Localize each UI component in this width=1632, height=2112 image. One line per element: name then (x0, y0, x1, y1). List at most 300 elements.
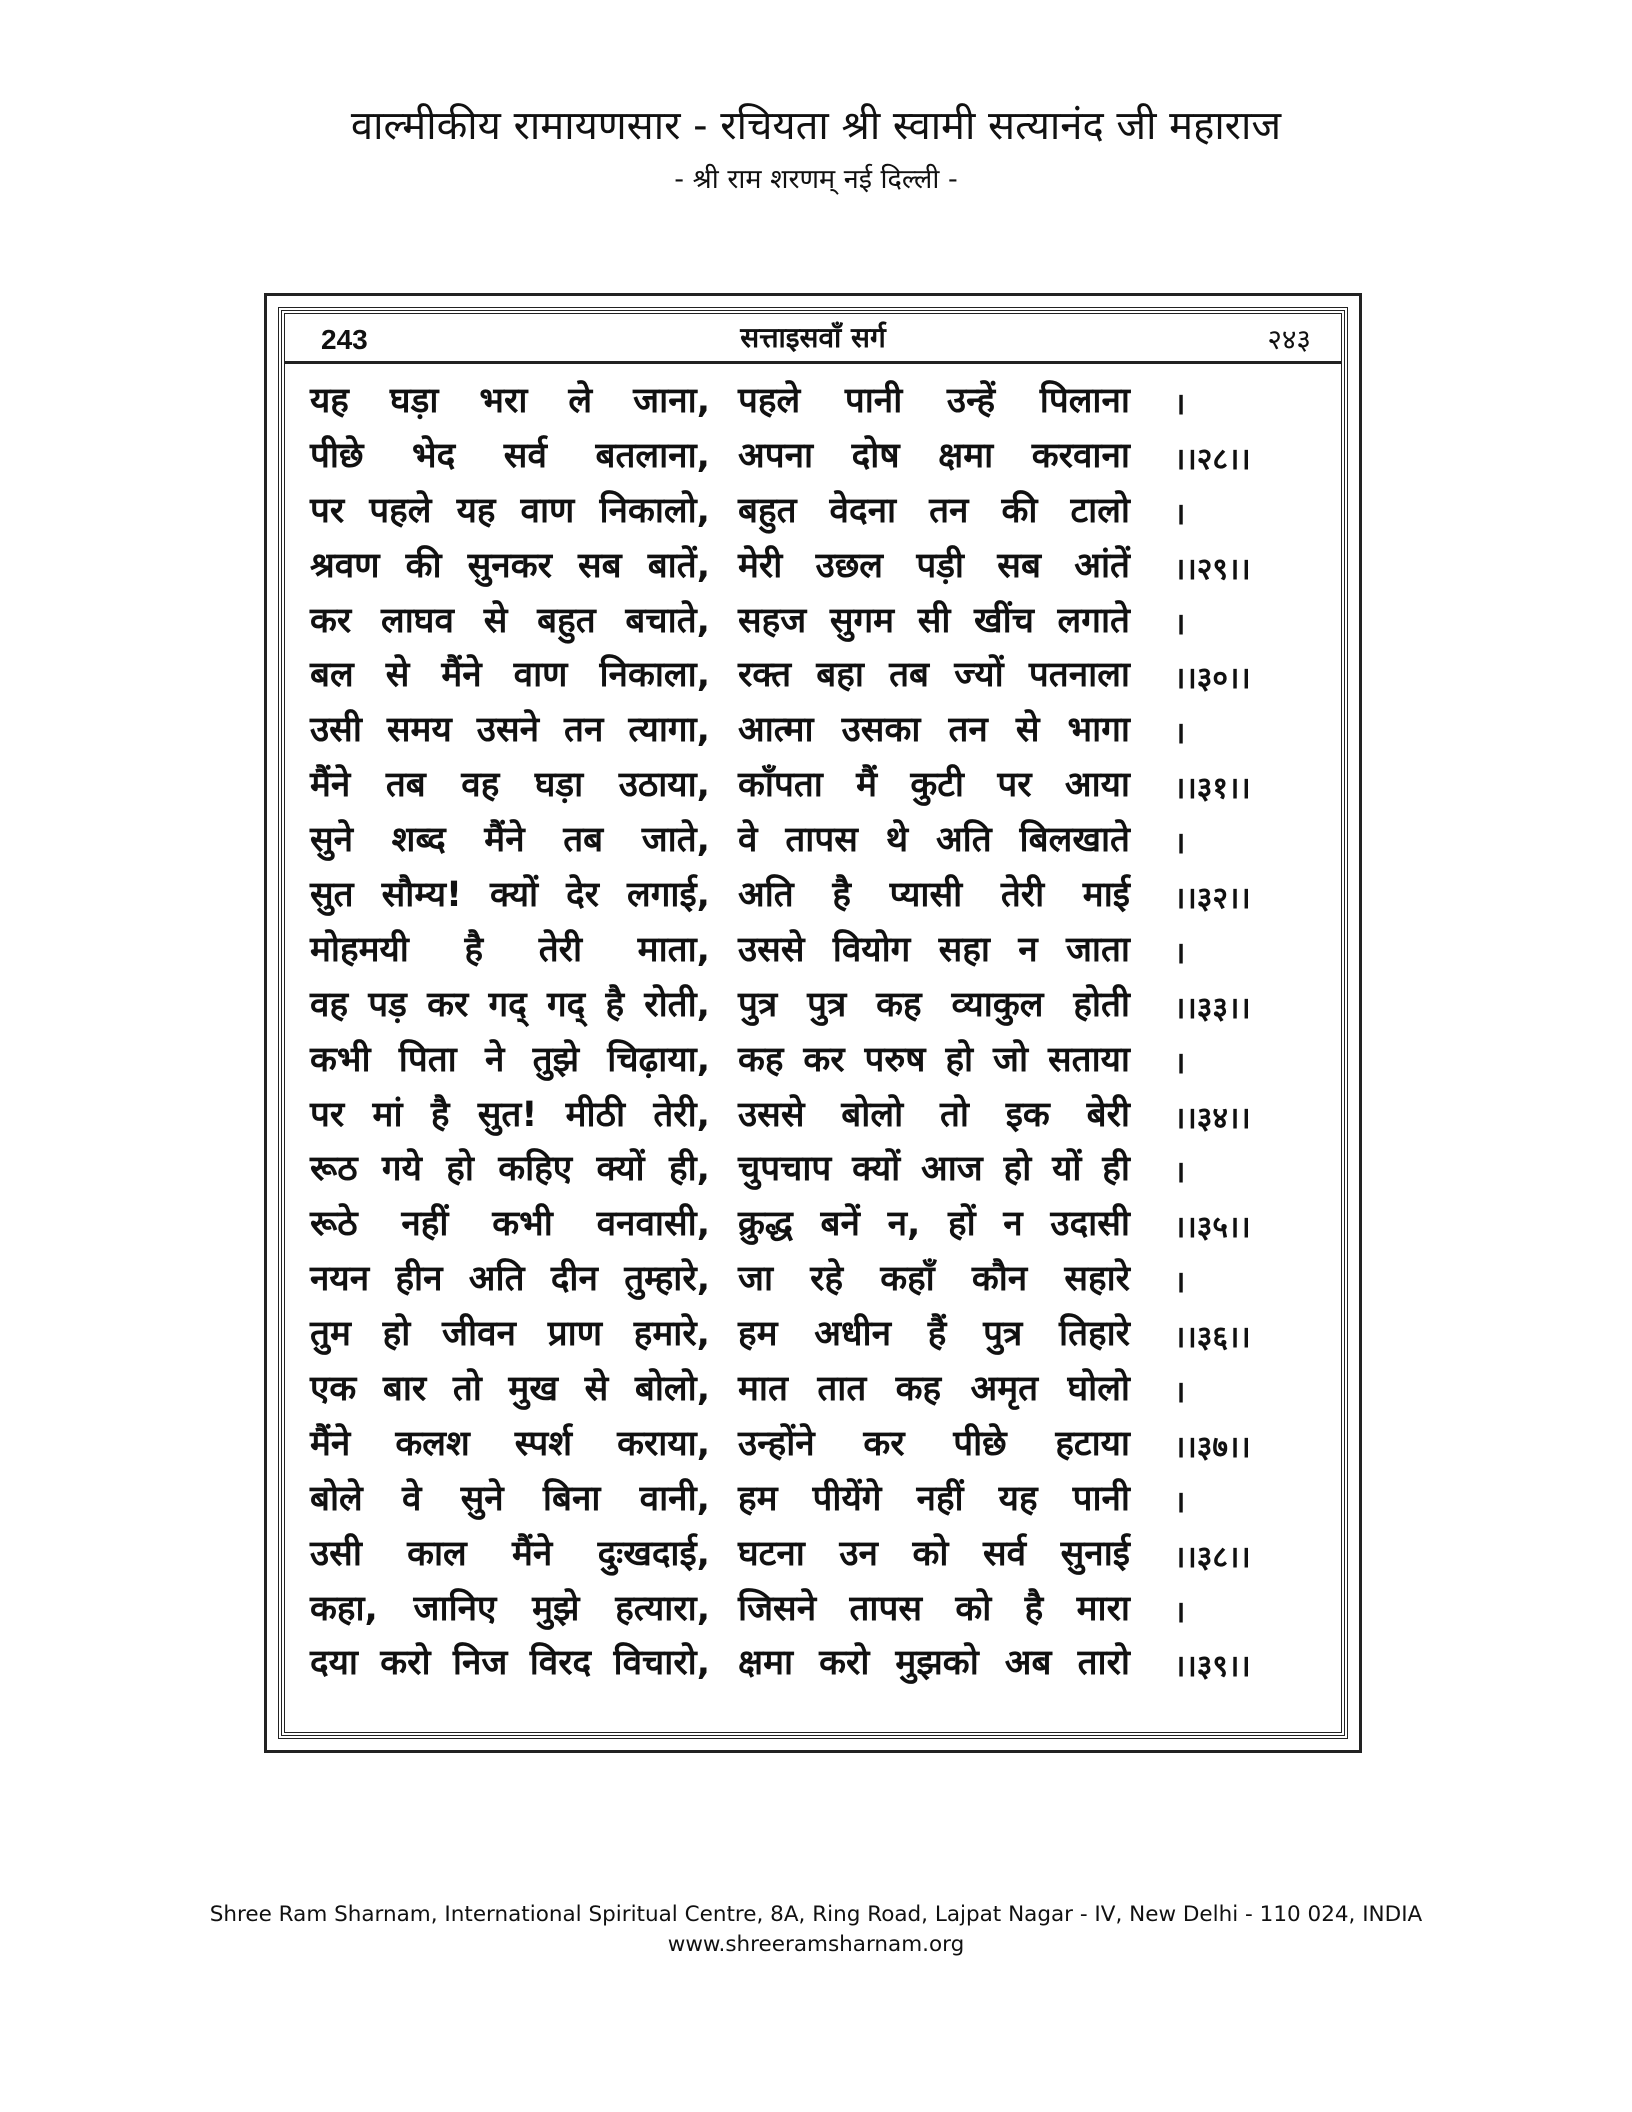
verse-word: त्यागा, (628, 710, 710, 751)
verse-first-half (310, 1307, 710, 1361)
verse-word: तेरी (1000, 875, 1045, 916)
verse-word: सुनकर (467, 545, 552, 586)
verse-word: मात (738, 1369, 788, 1410)
verse-word: दोष (851, 435, 900, 476)
verse-line (310, 1033, 1330, 1088)
verse-word: रक्त (738, 655, 792, 696)
verse-second-half (738, 703, 1130, 757)
verse-word: बिना (542, 1478, 601, 1519)
verse-line (310, 1088, 1330, 1143)
verse-word: दया (310, 1643, 358, 1684)
verse-first-half (310, 1582, 710, 1636)
verse-word: उन्हें (946, 381, 996, 421)
verse-word: पुत्र (738, 984, 778, 1025)
verse-word: कराया, (617, 1423, 710, 1464)
verse-word: लाघव (380, 600, 454, 641)
verse-first-half (310, 1362, 710, 1416)
verse-word: कौन (971, 1259, 1028, 1300)
verse-word: पतनाला (1028, 655, 1130, 696)
verse-word: पीछे (310, 435, 364, 476)
verse-word: न (1003, 1204, 1023, 1245)
verse-word: को (912, 1533, 949, 1574)
verse-word: श्रवण (310, 545, 380, 586)
verse-word: अति (468, 1259, 525, 1300)
verse-word: सब (997, 545, 1041, 586)
verse-word: कह (895, 1369, 942, 1410)
verse-word: अति (935, 820, 992, 861)
verse-word: उसी (310, 710, 362, 751)
verse-word: गद् (488, 984, 527, 1025)
verse-word: घोलो (1067, 1369, 1130, 1410)
verse-word: पानी (844, 381, 903, 421)
verse-word: अपना (738, 435, 814, 476)
verse-first-half (310, 1142, 710, 1196)
verse-word: होती (1073, 984, 1130, 1025)
verse-word: व्याकुल (951, 984, 1044, 1025)
verse-word: मेरी (738, 545, 783, 586)
verse-word: करो (819, 1643, 870, 1684)
verse-word: लगाई, (627, 875, 710, 916)
verse-word: पर (310, 1094, 345, 1135)
verse-word: यों (1052, 1149, 1082, 1190)
verse-word: मैंने (310, 1423, 351, 1464)
verse-second-half (738, 1252, 1130, 1306)
verse-line (310, 429, 1330, 484)
verse-word: अति (738, 875, 794, 916)
verse-word: तन (929, 490, 969, 531)
verse-number-mark: । (1174, 826, 1186, 862)
verse-second-half (738, 868, 1130, 922)
verse-word: वह (310, 984, 349, 1025)
verse-second-half (738, 1033, 1130, 1087)
verse-word: लगाते (1057, 600, 1130, 641)
verse-word: पुत्र (807, 984, 847, 1025)
verse-second-half (738, 978, 1130, 1032)
verse-word: जा (738, 1259, 774, 1300)
verse-first-half (310, 1472, 710, 1526)
verse-word: उन्होंने (738, 1423, 815, 1464)
verse-word: चुपचाप (738, 1149, 832, 1190)
verse-word: बातें, (647, 545, 710, 586)
verse-word: यह (998, 1478, 1038, 1519)
verse-second-half (738, 1362, 1130, 1416)
verse-word: वेदना (829, 490, 897, 531)
verse-line (310, 1527, 1330, 1582)
verse-second-half (738, 813, 1130, 867)
verse-word: हो (446, 1149, 474, 1190)
verse-word: तब (385, 765, 426, 806)
verse-number-mark: ।।३६।। (1174, 1320, 1251, 1356)
verse-first-half (310, 923, 710, 977)
verse-second-half (738, 1197, 1130, 1251)
verse-word: मुझको (895, 1643, 979, 1684)
verse-word: ही, (668, 1149, 710, 1190)
verse-first-half (310, 1252, 710, 1306)
verse-word: वनवासी, (596, 1204, 710, 1245)
verse-word: कभी (492, 1204, 553, 1245)
verse-first-half (310, 1197, 710, 1251)
verse-word: जाते, (641, 820, 710, 861)
chapter-title: सत्ताइसवाँ सर्ग (740, 321, 886, 354)
verse-word: हो (945, 1039, 974, 1080)
verse-word: सुने (460, 1478, 504, 1519)
verse-word: समय (386, 710, 452, 751)
document-header-subtitle: - श्री राम शरणम् नई दिल्ली - (674, 164, 958, 195)
verse-word: भेद (412, 435, 456, 476)
verse-word: कलश (395, 1423, 470, 1464)
verse-word: थे (885, 820, 909, 861)
verse-first-half (310, 868, 710, 922)
verse-word: तात (817, 1369, 867, 1410)
verse-word: दुःखदाई, (597, 1533, 710, 1574)
verse-word: वाण (520, 490, 575, 531)
verse-first-half (310, 429, 710, 483)
verse-word: हीन (395, 1259, 443, 1300)
verse-word: पहले (738, 381, 801, 421)
verse-word: क्यों (852, 1149, 901, 1190)
verse-word: उठाया, (618, 765, 710, 806)
verse-first-half (310, 374, 710, 428)
verse-second-half (738, 1417, 1130, 1471)
verse-word: आज (921, 1149, 983, 1190)
verse-word: तेरी (538, 929, 583, 970)
verse-word: पिता (398, 1039, 457, 1080)
verse-word: यह (310, 381, 349, 421)
verse-line (310, 1582, 1330, 1637)
verse-word: बचाते, (625, 600, 710, 641)
verse-number-mark: ।।३५।। (1174, 1210, 1251, 1246)
verse-word: जाता (1065, 929, 1130, 970)
verse-word: निज (452, 1643, 508, 1684)
verse-word: है (832, 875, 851, 916)
verse-number-mark: । (1174, 606, 1186, 642)
verse-word: कह (738, 1039, 784, 1080)
page-number-devanagari: २४३ (1267, 323, 1311, 356)
verse-word: बनें (820, 1204, 860, 1245)
verse-word: है (1024, 1588, 1044, 1629)
verse-word: सहारे (1064, 1259, 1130, 1300)
verse-word: सुत! (477, 1094, 538, 1135)
verse-word: क्यों (490, 875, 539, 916)
verse-number-mark: ।।२८।। (1174, 441, 1251, 477)
verse-list (310, 374, 1330, 1691)
verse-word: सताया (1047, 1039, 1130, 1080)
verse-word: घड़ा (534, 765, 584, 806)
verse-word: गद् (546, 984, 586, 1025)
verse-word: इक (1005, 1094, 1050, 1135)
verse-line (310, 1197, 1330, 1252)
verse-word: उछल (815, 545, 884, 586)
verse-second-half (738, 758, 1130, 812)
verse-first-half (310, 813, 710, 867)
verse-word: रूठ (310, 1149, 358, 1190)
verse-line (310, 758, 1330, 813)
verse-number-mark: ।।३८।। (1174, 1539, 1251, 1575)
verse-word: हम (738, 1478, 778, 1519)
verse-word: मुख (508, 1369, 558, 1410)
verse-word: वानी, (639, 1478, 710, 1519)
verse-word: तन (564, 710, 604, 751)
verse-second-half (738, 1582, 1130, 1636)
verse-word: पहले (369, 490, 432, 531)
verse-word: करवाना (1031, 435, 1130, 476)
verse-word: हम (738, 1314, 778, 1355)
verse-word: परुष (864, 1039, 926, 1080)
page-number-arabic: 243 (321, 324, 368, 355)
verse-word: जो (993, 1039, 1029, 1080)
verse-word: सुने (310, 820, 354, 861)
verse-word: मैंने (441, 655, 482, 696)
verse-word: विचारो, (613, 1643, 710, 1684)
verse-word: मोहमयी (310, 929, 409, 970)
verse-word: नहीं (401, 1204, 449, 1245)
verse-word: हत्यारा, (615, 1588, 710, 1629)
verse-word: ने (484, 1039, 505, 1080)
verse-word: सहज (738, 600, 807, 641)
verse-number-mark: ।।३३।। (1174, 990, 1251, 1026)
verse-word: पिलाना (1039, 381, 1130, 421)
verse-word: अधीन (814, 1314, 892, 1355)
verse-word: हो (382, 1314, 411, 1355)
verse-word: मुझे (532, 1588, 580, 1629)
verse-word: बल (310, 655, 354, 696)
verse-word: पीछे (953, 1423, 1007, 1464)
verse-word: बोले (310, 1478, 363, 1519)
verse-number-mark: । (1174, 1594, 1186, 1630)
verse-word: रहे (810, 1259, 844, 1300)
verse-word: पीयेंगे (812, 1478, 882, 1519)
verse-word: जानिए (413, 1588, 497, 1629)
verse-word: घड़ा (389, 381, 439, 421)
verse-word: उसी (310, 1533, 362, 1574)
verse-word: उससे (738, 1094, 805, 1135)
verse-word: भागा (1067, 710, 1130, 751)
verse-word: क्यों (596, 1149, 645, 1190)
verse-line (310, 1252, 1330, 1307)
verse-word: प्यासी (889, 875, 963, 916)
verse-word: काँपता (738, 765, 823, 806)
verse-word: सुत (310, 875, 354, 916)
verse-first-half (310, 978, 710, 1032)
verse-word: तेरी, (653, 1094, 710, 1135)
verse-word: सर्व (982, 1533, 1027, 1574)
verse-word: से (1015, 710, 1040, 751)
verse-word: बहुत (738, 490, 797, 531)
verse-word: न, (887, 1204, 921, 1245)
verse-word: तारो (1077, 1643, 1130, 1684)
verse-first-half (310, 1636, 710, 1690)
verse-word: हटाया (1055, 1423, 1130, 1464)
verse-line (310, 1307, 1330, 1362)
verse-word: को (955, 1588, 992, 1629)
verse-first-half (310, 703, 710, 757)
verse-word: शब्द (391, 820, 446, 861)
verse-number-mark: । (1174, 1265, 1186, 1301)
verse-word: ही (1102, 1149, 1130, 1190)
verse-word: कहिए (498, 1149, 573, 1190)
verse-word: माई (1082, 875, 1130, 916)
verse-line (310, 703, 1330, 758)
verse-word: से (584, 1369, 609, 1410)
verse-word: तुझे (532, 1039, 580, 1080)
verse-word: मां (372, 1094, 403, 1135)
verse-word: न (1018, 929, 1038, 970)
verse-second-half (738, 429, 1130, 483)
verse-line (310, 813, 1330, 868)
verse-word: हो (1003, 1149, 1032, 1190)
verse-word: निकाला, (599, 655, 710, 696)
verse-word: अब (1004, 1643, 1052, 1684)
verse-word: मैंने (310, 765, 351, 806)
verse-word: मैंने (512, 1533, 553, 1574)
verse-line (310, 594, 1330, 649)
verse-word: आंतें (1074, 545, 1130, 586)
verse-word: पानी (1072, 1478, 1130, 1519)
footer-website-link[interactable]: www.shreeramsharnam.org (667, 1932, 965, 1957)
verse-word: ज्यों (954, 655, 1004, 696)
verse-word: गये (381, 1149, 422, 1190)
verse-word: उदासी (1050, 1204, 1130, 1245)
verse-second-half (738, 648, 1130, 702)
verse-number-mark: । (1174, 935, 1186, 971)
verse-word: बहुत (537, 600, 596, 641)
verse-word: सौम्य! (381, 875, 462, 916)
verse-word: तब (889, 655, 930, 696)
verse-word: भरा (479, 381, 528, 421)
verse-word: कह (876, 984, 922, 1025)
verse-word: तो (452, 1369, 482, 1410)
verse-word: कर (310, 600, 352, 641)
verse-word: तब (563, 820, 604, 861)
verse-word: जीवन (442, 1314, 516, 1355)
verse-word: बहा (816, 655, 864, 696)
verse-word: से (483, 600, 508, 641)
verse-word: चिढ़ाया, (607, 1039, 710, 1080)
verse-number-mark: । (1174, 716, 1186, 752)
verse-second-half (738, 1472, 1130, 1526)
verse-word: उसका (841, 710, 921, 751)
verse-number-mark: । (1174, 1045, 1186, 1081)
verse-word: देर (566, 875, 599, 916)
verse-second-half (738, 594, 1130, 648)
verse-word: कर (863, 1423, 905, 1464)
verse-second-half (738, 1307, 1130, 1361)
verse-word: है (430, 1094, 450, 1135)
verse-word: यह (456, 490, 496, 531)
footer-address: Shree Ram Sharnam, International Spiritual Centre, 8A, Ring Road, Lajpat Nagar - IV, New Delhi - 110 024, INDIA (209, 1902, 1423, 1927)
verse-number-mark: । (1174, 387, 1186, 422)
verse-first-half (310, 758, 710, 812)
verse-word: खींच (974, 600, 1034, 641)
verse-word: प्राण (547, 1314, 603, 1355)
verse-word: आत्मा (738, 710, 814, 751)
verse-number-mark: ।।३०।। (1174, 661, 1251, 697)
verse-word: तिहारे (1059, 1314, 1130, 1355)
verse-line (310, 1417, 1330, 1472)
verse-word: बोलो, (634, 1369, 710, 1410)
verse-second-half (738, 1636, 1130, 1690)
verse-word: रूठे (310, 1204, 358, 1245)
verse-second-half (738, 1527, 1130, 1581)
verse-word: पड़ (368, 984, 407, 1025)
verse-word: सी (917, 600, 951, 641)
verse-number-mark: ।।३१।। (1174, 771, 1251, 807)
verse-second-half (738, 1142, 1130, 1196)
verse-word: उससे (738, 929, 805, 970)
verse-word: घटना (738, 1533, 805, 1574)
verse-number-mark: ।।३४।। (1174, 1100, 1251, 1136)
verse-word: क्षमा (938, 435, 994, 476)
verse-word: मीठी (565, 1094, 626, 1135)
verse-word: पर (310, 490, 345, 531)
verse-word: बिलखाते (1019, 820, 1130, 861)
verse-word: तुम्हारे, (624, 1259, 710, 1300)
verse-word: करो (380, 1643, 431, 1684)
verse-word: बतलाना, (595, 435, 710, 476)
verse-word: वियोग (832, 929, 911, 970)
verse-word: ले (568, 381, 593, 421)
verse-word: मैंने (484, 820, 525, 861)
verse-line (310, 484, 1330, 539)
verse-number-mark: ।।३२।। (1174, 881, 1251, 917)
verse-word: पर (997, 765, 1032, 806)
verse-line (310, 1636, 1330, 1691)
verse-word: तापस (849, 1588, 923, 1629)
verse-word: हमारे, (633, 1314, 710, 1355)
verse-second-half (738, 484, 1130, 538)
verse-word: विरद (529, 1643, 592, 1684)
verse-word: सहा (938, 929, 990, 970)
verse-line (310, 1472, 1330, 1527)
verse-word: जाना, (633, 381, 710, 421)
verse-word: टालो (1070, 490, 1130, 531)
verse-word: रोती, (644, 984, 710, 1025)
verse-word: काल (407, 1533, 467, 1574)
verse-word: सुगम (829, 600, 895, 641)
verse-word: वे (401, 1478, 422, 1519)
verse-word: कहा, (310, 1588, 378, 1629)
verse-word: नयन (310, 1259, 370, 1300)
verse-number-mark: । (1174, 1155, 1186, 1191)
verse-word: तो (939, 1094, 969, 1135)
verse-word: बोलो (841, 1094, 904, 1135)
verse-word: वाण (513, 655, 568, 696)
verse-line (310, 648, 1330, 703)
verse-line (310, 923, 1330, 978)
verse-word: जिसने (738, 1588, 817, 1629)
document-header-title: वाल्मीकीय रामायणसार - रचियता श्री स्वामी सत्यानंद जी महाराज (350, 103, 1282, 149)
verse-word: तापस (785, 820, 858, 861)
verse-word: है (605, 984, 625, 1025)
verse-line (310, 1362, 1330, 1417)
verse-second-half (738, 1088, 1130, 1142)
verse-word: पुत्र (983, 1314, 1023, 1355)
verse-word: कर (803, 1039, 845, 1080)
verse-word: वे (738, 820, 758, 861)
verse-number-mark: ।।२९।। (1174, 551, 1251, 587)
verse-number-mark: ।।३९।। (1174, 1649, 1251, 1685)
verse-word: वह (461, 765, 500, 806)
verse-word: है (464, 929, 484, 970)
verse-word: स्पर्श (514, 1423, 573, 1464)
verse-number-mark: । (1174, 496, 1186, 532)
verse-word: क्षमा (738, 1643, 794, 1684)
verse-word: सुनाई (1060, 1533, 1130, 1574)
verse-word: कर (427, 984, 469, 1025)
verse-word: उसने (476, 710, 540, 751)
verse-first-half (310, 484, 710, 538)
verse-word: क्रुद्ध (738, 1204, 793, 1245)
